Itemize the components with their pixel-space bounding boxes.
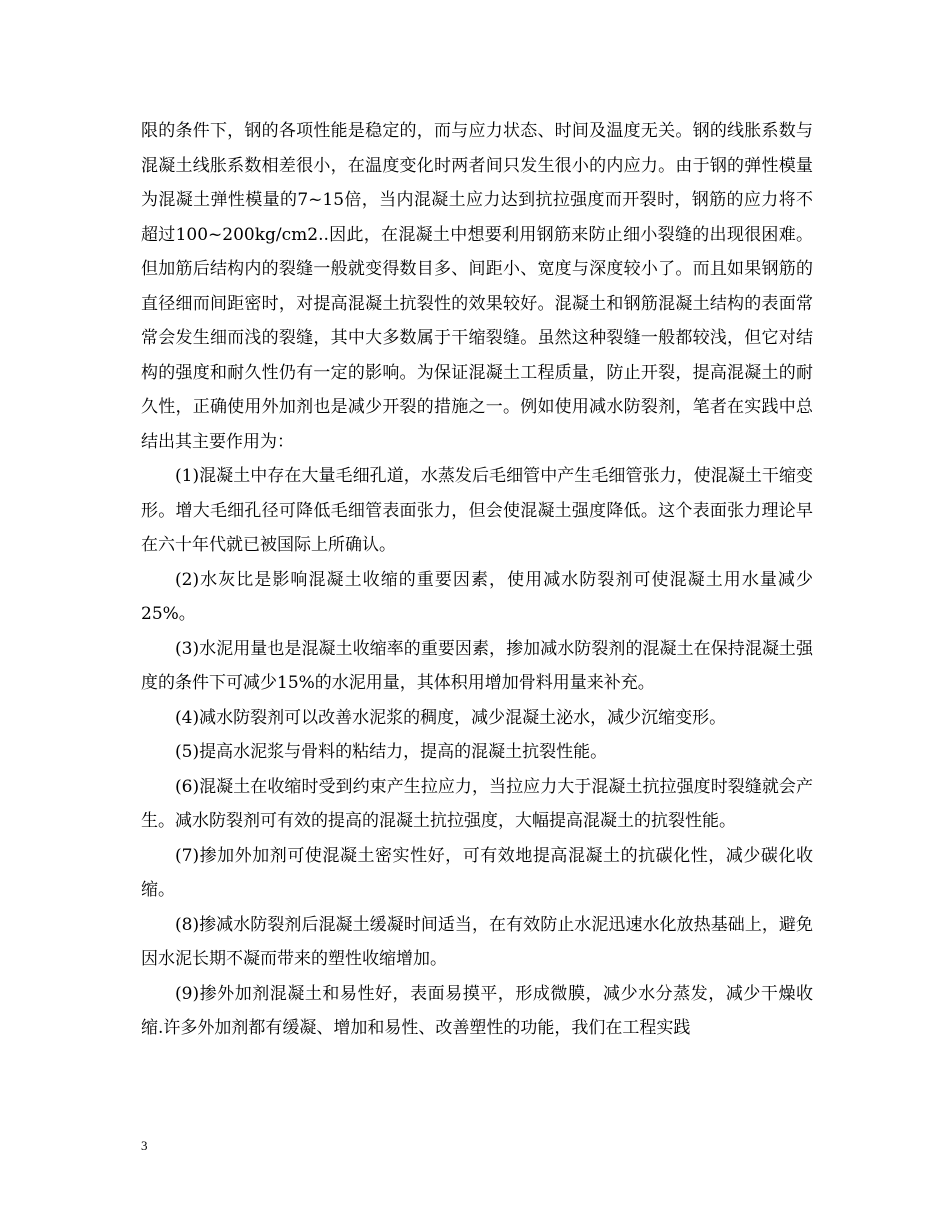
- paragraph-item-3: (3)水泥用量也是混凝土收缩率的重要因素，掺加减水防裂剂的混凝土在保持混凝土强度的条件下可减少15%的水泥用量，其体积用增加骨料用量来补充。: [141, 638, 813, 693]
- paragraph-continuation: 限的条件下，钢的各项性能是稳定的，而与应力状态、时间及温度无关。钢的线胀系数与混凝土线胀系数相差很小，在温度变化时两者间只发生很小的内应力。由于钢的弹性模量为混凝土弹性模量的7~15倍，当内混凝土应力达到抗拉强度而开裂时，钢筋的应力将不超过100~200kg/cm2..因此，在混凝土中想要利用钢筋来防止细小裂缝的出现很困难。但加筋后结构内的裂缝一般就变得数目多、间距小、宽度与深度较小了。而且如果钢筋的直径细而间距密时，对提高混凝土抗裂性的效果较好。混凝土和钢筋混凝土结构的表面常常会发生细而浅的裂缝，其中大多数属于干缩裂缝。虽然这种裂缝一般都较浅，但它对结构的强度和耐久性仍有一定的影响。为保证混凝土工程质量，防止开裂，提高混凝土的耐久性，正确使用外加剂也是减少开裂的措施之一。例如使用减水防裂剂，笔者在实践中总结出其主要作用为：: [141, 121, 813, 452]
- paragraph-item-9: (9)掺外加剂混凝土和易性好，表面易摸平，形成微膜，减少水分蒸发，减少干燥收缩.许多外加剂都有缓凝、增加和易性、改善塑性的功能，我们在工程实践: [141, 983, 813, 1038]
- body-text: [141, 114, 813, 1046]
- paragraph-item-6: (6)混凝土在收缩时受到约束产生拉应力，当拉应力大于混凝土抗拉强度时裂缝就会产生。减水防裂剂可有效的提高的混凝土抗拉强度，大幅提高混凝土的抗裂性能。: [141, 776, 813, 831]
- page-number: 3: [141, 1138, 148, 1153]
- paragraph-item-1: (1)混凝土中存在大量毛细孔道，水蒸发后毛细管中产生毛细管张力，使混凝土干缩变形。增大毛细孔径可降低毛细管表面张力，但会使混凝土强度降低。这个表面张力理论早在六十年代就已被国际上所确认。: [141, 466, 813, 555]
- paragraph-item-5: (5)提高水泥浆与骨料的粘结力，提高的混凝土抗裂性能。: [175, 742, 608, 762]
- paragraph-item-8: (8)掺减水防裂剂后混凝土缓凝时间适当，在有效防止水泥迅速水化放热基础上，避免因水泥长期不凝而带来的塑性收缩增加。: [141, 914, 813, 969]
- paragraph-item-7: (7)掺加外加剂可使混凝土密实性好，可有效地提高混凝土的抗碳化性，减少碳化收缩。: [141, 845, 813, 900]
- paragraph-item-2: (2)水灰比是影响混凝土收缩的重要因素，使用减水防裂剂可使混凝土用水量减少25%。: [141, 569, 813, 624]
- paragraph-item-4: (4)减水防裂剂可以改善水泥浆的稠度，减少混凝土泌水，减少沉缩变形。: [175, 707, 727, 728]
